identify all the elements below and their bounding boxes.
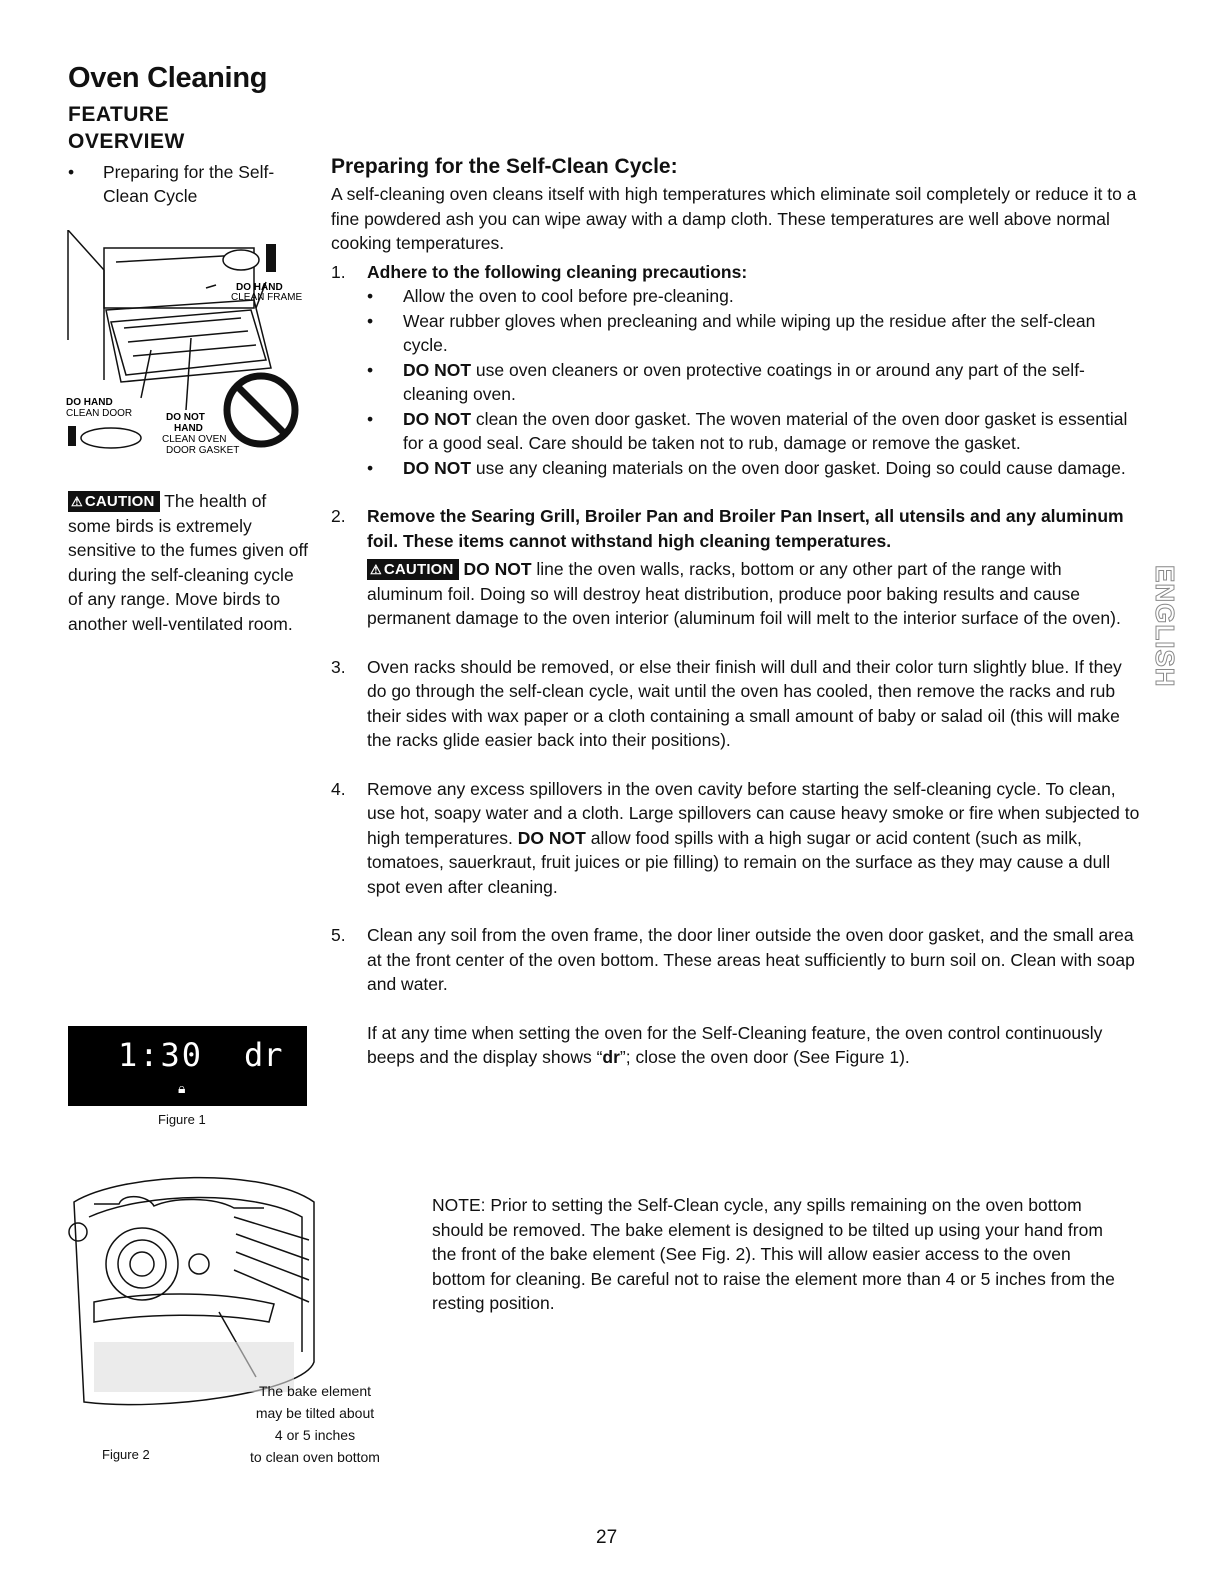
bird-caution-text: The health of some birds is extremely sensitive to the fumes given off during the self-cleaning cycle of any range. Move birds to another well-ventilated room. (68, 491, 308, 634)
precaution-item: • DO NOT use any cleaning materials on the oven door gasket. Doing so could cause damage. (367, 456, 1141, 481)
figure-2-label-line: to clean oven bottom (250, 1449, 380, 1465)
warning-icon: ⚠ (71, 494, 83, 509)
figure-2-label-line: may be tilted about (255, 1405, 375, 1421)
figure-2-label (230, 1380, 400, 1468)
label-hand-door-2: CLEAN DOOR (66, 408, 133, 419)
step-1 (331, 260, 1141, 481)
step-1-heading: Adhere to the following cleaning precautions: (367, 261, 748, 282)
bird-caution (68, 489, 308, 636)
foil-caution: ⚠ CAUTION DO NOT line the oven walls, racks, bottom or any other part of the range with aluminum foil. Doing so will destroy heat distribution, produce poor baking results and cause permanent damage to the oven interior (aluminum foil will melt to the interior surface of the oven). (367, 559, 1121, 628)
label-hand-frame-2: CLEAN FRAME (231, 292, 303, 303)
step-number: 5. (331, 925, 346, 945)
label-gasket-2: HAND (174, 423, 203, 434)
steps-list (331, 260, 1141, 997)
precautions-list (367, 284, 1141, 480)
caution-badge: ⚠ CAUTION (367, 559, 459, 580)
section-label-line1: FEATURE (68, 103, 170, 126)
display-code: dr (244, 1036, 283, 1074)
lock-icon: 🔒︎ (178, 1080, 186, 1096)
page-title: Oven Cleaning (68, 62, 268, 94)
label-hand-door-1: DO HAND (66, 397, 113, 408)
step-number: 4. (331, 778, 346, 799)
section-label (68, 101, 185, 155)
section-label-line2: OVERVIEW (68, 130, 185, 153)
step-5-text: Clean any soil from the oven frame, the door liner outside the oven door gasket, and the small area at the front center of the oven bottom. These areas heat sufficiently to burn soil on. Clean with soap and water. (367, 925, 1135, 994)
step-2 (331, 504, 1141, 631)
warning-icon: ⚠ (370, 562, 382, 577)
step-5 (331, 923, 1141, 997)
intro-paragraph: A self-cleaning oven cleans itself with high temperatures which eliminate soil completely or reduce it to a fine powdered ash you can wipe away with a damp cloth. These temperatures are well above normal cooking temperatures. (331, 184, 1137, 253)
step-number: 2. (331, 506, 346, 526)
figure-2-label-line: 4 or 5 inches (274, 1427, 356, 1443)
figure-1-caption: Figure 1 (158, 1112, 206, 1127)
precaution-item: • Allow the oven to cool before pre-cleaning. (367, 284, 1141, 309)
figure-2-label-line: The bake element (258, 1383, 372, 1399)
main-content (331, 153, 1141, 1070)
step-2-heading: Remove the Searing Grill, Broiler Pan and Broiler Pan Insert, all utensils and any aluminum foil. These items cannot withstand high cleaning temperatures. (367, 506, 1124, 551)
prohibition-icon (227, 376, 295, 444)
display-time: 1:30 (118, 1036, 204, 1074)
precaution-item: • DO NOT use oven cleaners or oven protective coatings in or around any part of the self-cleaning oven. (367, 358, 1141, 407)
oven-display (68, 1026, 307, 1106)
step-number: 3. (331, 656, 346, 677)
overview-bullet-text: Preparing for the Self-Clean Cycle (103, 162, 275, 206)
label-gasket-4: DOOR GASKET (166, 445, 240, 456)
step-3-text: Oven racks should be removed, or else their finish will dull and their color turn slightly blue. If they do go through the self-clean cycle, wait until the oven has cooled, then remove the racks and rub their sides with wax paper or a cloth containing a small amount of baby or salad oil (this will make the racks glide easier back into their positions). (367, 656, 1122, 750)
bullet-dot: • (68, 162, 75, 182)
beeps-paragraph: If at any time when setting the oven for the Self-Cleaning feature, the oven control continuously beeps and the display shows “dr”; close the oven door (See Figure 1). (367, 1022, 1103, 1067)
caution-badge: ⚠ CAUTION (68, 491, 160, 512)
section-heading: Preparing for the Self-Clean Cycle: (331, 155, 678, 178)
step-4-text: Remove any excess spillovers in the oven cavity before starting the self-cleaning cycle. To clean, use hot, soapy water and a cloth. Large spillovers can cause heavy smoke or fire when subjected to high temperatures. DO NOT allow food spills with a high sugar or acid content (such as milk, tomatoes, sauerkraut, fruit juices or pie filling) to remain on the surface as they may cause a dull spot even after cleaning. (367, 778, 1140, 897)
precaution-item: • DO NOT clean the oven door gasket. The woven material of the oven door gasket is essential for a good seal. Care should be taken not to rub, damage or remove the gasket. (367, 407, 1141, 456)
label-gasket-1: DO NOT (166, 412, 205, 423)
page-number: 27 (596, 1527, 618, 1548)
precaution-item: • Wear rubber gloves when precleaning and while wiping up the residue after the self-clean cycle. (367, 309, 1141, 358)
note-paragraph: NOTE: Prior to setting the Self-Clean cycle, any spills remaining on the oven bottom should be removed. The bake element is designed to be tilted up using your hand from the front of the bake element (See Fig. 2). This will allow easier access to the oven bottom for cleaning. Be careful not to raise the element more than 4 or 5 inches from the resting position. (432, 1195, 1115, 1313)
step-3 (331, 655, 1141, 753)
language-side-tab (1152, 565, 1182, 715)
step-4 (331, 777, 1141, 900)
figure-2-caption: Figure 2 (102, 1447, 150, 1462)
step-number: 1. (331, 261, 346, 282)
overview-bullet (68, 160, 308, 208)
hand-icon-left (68, 426, 76, 446)
language-side-tab-text: ENGLISH (1150, 565, 1180, 688)
label-gasket-3: CLEAN OVEN (162, 434, 227, 445)
oven-door-illustration (66, 230, 316, 470)
label-hand-frame-1: DO HAND (236, 282, 283, 293)
